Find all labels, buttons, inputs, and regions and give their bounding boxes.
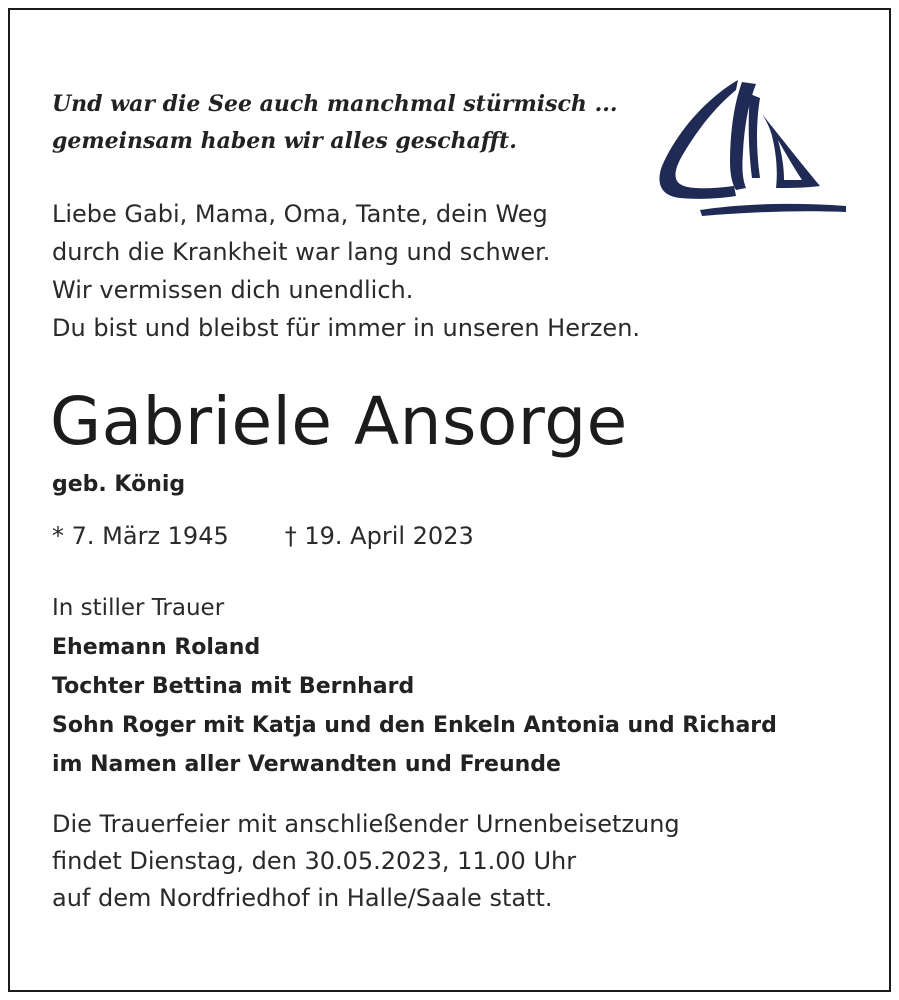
birth-name: geb. König bbox=[52, 472, 186, 497]
mourner-name: im Namen aller Verwandten und Freunde bbox=[52, 752, 561, 777]
poem-line: Liebe Gabi, Mama, Oma, Tante, dein Weg bbox=[52, 200, 548, 228]
service-line: auf dem Nordfriedhof in Halle/Saale statt. bbox=[52, 884, 553, 912]
mourner-name: Ehemann Roland bbox=[52, 635, 261, 660]
deceased-name: Gabriele Ansorge bbox=[50, 383, 628, 460]
birth-date: * 7. März 1945 bbox=[52, 522, 229, 550]
poem bbox=[52, 195, 640, 347]
funeral-service-info bbox=[52, 806, 680, 917]
poem-line: Du bist und bleibst für immer in unseren Herzen. bbox=[52, 314, 641, 342]
life-dates bbox=[52, 522, 474, 550]
mourners bbox=[52, 589, 777, 784]
death-date: † 19. April 2023 bbox=[284, 522, 474, 550]
motto-line-1: Und war die See auch manchmal stürmisch ... bbox=[52, 91, 618, 117]
service-line: Die Trauerfeier mit anschließender Urnenbeisetzung bbox=[52, 810, 680, 838]
poem-line: durch die Krankheit war lang und schwer. bbox=[52, 238, 551, 266]
mourning-intro: In stiller Trauer bbox=[52, 595, 225, 621]
sailboat-icon bbox=[650, 74, 850, 224]
mourner-name: Tochter Bettina mit Bernhard bbox=[52, 674, 415, 699]
motto-line-2: gemeinsam haben wir alles geschafft. bbox=[52, 128, 517, 154]
service-line: findet Dienstag, den 30.05.2023, 11.00 Uhr bbox=[52, 847, 577, 875]
motto bbox=[52, 86, 618, 160]
poem-line: Wir vermissen dich unendlich. bbox=[52, 276, 414, 304]
mourner-name: Sohn Roger mit Katja und den Enkeln Antonia und Richard bbox=[52, 713, 777, 738]
